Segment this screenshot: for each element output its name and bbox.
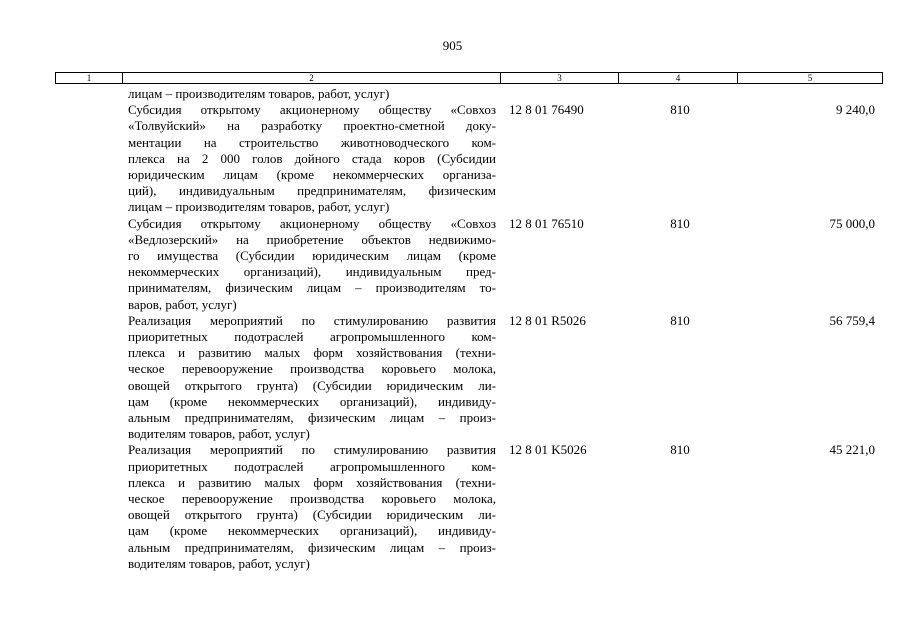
text-line: ческое перевооружение производства коровьего молока, bbox=[128, 361, 496, 377]
row-amount: 56 759,4 bbox=[829, 312, 875, 328]
text-line: овощей открытого грунта) (Субсидии юридическим ли- bbox=[128, 507, 496, 523]
text-line: некоммерческих организаций), индивидуальным пред- bbox=[128, 264, 496, 280]
text-line: Субсидия открытому акционерному обществу «Совхоз bbox=[128, 215, 496, 231]
row-expense-type: 810 bbox=[670, 215, 690, 231]
page-number: 905 bbox=[442, 38, 463, 53]
row-amount: 75 000,0 bbox=[829, 215, 875, 231]
text-line: водителям товаров, работ, услуг) bbox=[128, 555, 310, 571]
row-expense-type: 810 bbox=[670, 312, 690, 328]
column-header-5: 5 bbox=[738, 73, 883, 84]
row-description bbox=[128, 442, 496, 572]
text-line: варов, работ, услуг) bbox=[128, 296, 237, 312]
row-code: 12 8 01 R5026 bbox=[509, 312, 586, 328]
row-amount: 9 240,0 bbox=[836, 102, 875, 118]
row-description bbox=[128, 102, 496, 215]
row-code: 12 8 01 K5026 bbox=[509, 442, 587, 458]
row-expense-type: 810 bbox=[670, 102, 690, 118]
table-row bbox=[0, 442, 905, 572]
text-line: цам (кроме некоммерческих организаций), индивиду- bbox=[128, 523, 496, 539]
row-amount: 45 221,0 bbox=[829, 442, 875, 458]
text-line: принимателям, физическим лицам – производителям то- bbox=[128, 280, 496, 296]
text-line: альным предпринимателям, физическим лицам – произ- bbox=[128, 410, 496, 426]
text-line: юридическим лицам (кроме некоммерческих организа- bbox=[128, 167, 496, 183]
column-header-2: 2 bbox=[123, 73, 501, 84]
text-line: Субсидия открытому акционерному обществу «Совхоз bbox=[128, 102, 496, 118]
text-line: ческое перевооружение производства коровьего молока, bbox=[128, 491, 496, 507]
table-row bbox=[0, 102, 905, 215]
row-expense-type: 810 bbox=[670, 442, 690, 458]
column-header-4: 4 bbox=[619, 73, 738, 84]
text-line: плекса на 2 000 голов дойного стада коров (Субсидии bbox=[128, 150, 496, 166]
text-line: плекса и развитию малых форм хозяйствования (техни- bbox=[128, 345, 496, 361]
column-header-table bbox=[55, 72, 883, 84]
row-code: 12 8 01 76510 bbox=[509, 215, 584, 231]
text-line: альным предпринимателям, физическим лицам – произ- bbox=[128, 539, 496, 555]
table-body bbox=[0, 86, 905, 572]
text-line: «Толвуйский» на разработку проектно-сметной доку- bbox=[128, 118, 496, 134]
text-line: приоритетных подотраслей агропромышленного ком- bbox=[128, 329, 496, 345]
row-description bbox=[128, 216, 496, 313]
table-row bbox=[0, 216, 905, 313]
text-line: ций), индивидуальным предпринимателям, физическим bbox=[128, 183, 496, 199]
text-line: водителям товаров, работ, услуг) bbox=[128, 426, 310, 442]
text-line: овощей открытого грунта) (Субсидии юридическим ли- bbox=[128, 377, 496, 393]
text-line: «Ведлозерский» на приобретение объектов недвижимо- bbox=[128, 231, 496, 247]
text-line: приоритетных подотраслей агропромышленного ком- bbox=[128, 458, 496, 474]
row-description bbox=[128, 313, 496, 443]
text-line: го имущества (Субсидии юридическим лицам (кроме bbox=[128, 248, 496, 264]
table-rows bbox=[0, 102, 905, 572]
text-line: лицам – производителям товаров, работ, услуг) bbox=[128, 199, 390, 215]
column-header-3: 3 bbox=[501, 73, 619, 84]
text-line: цам (кроме некоммерческих организаций), индивиду- bbox=[128, 393, 496, 409]
column-header-1: 1 bbox=[56, 73, 123, 84]
row-code: 12 8 01 76490 bbox=[509, 102, 584, 118]
continuation-row bbox=[0, 86, 905, 102]
text-line: Реализация мероприятий по стимулированию развития bbox=[128, 442, 496, 458]
text-line: ментации на строительство животноводческого ком- bbox=[128, 134, 496, 150]
text-line: лицам – производителям товаров, работ, услуг) bbox=[128, 86, 390, 101]
continuation-text bbox=[128, 86, 496, 102]
table-row bbox=[0, 313, 905, 443]
text-line: Реализация мероприятий по стимулированию развития bbox=[128, 312, 496, 328]
text-line: плекса и развитию малых форм хозяйствования (техни- bbox=[128, 474, 496, 490]
